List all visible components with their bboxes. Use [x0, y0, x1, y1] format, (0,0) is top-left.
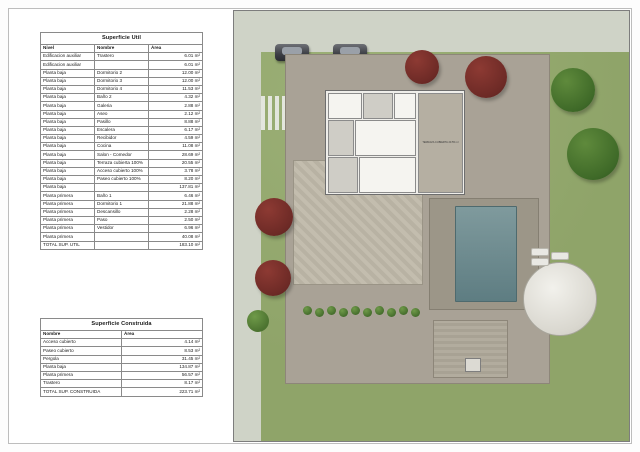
table-row — [41, 200, 203, 208]
table-row — [41, 192, 203, 200]
table-row — [41, 151, 203, 159]
cell-area: 4.14 m² — [122, 339, 203, 347]
cell-area: 8.17 m² — [122, 380, 203, 388]
cell-nombre: Acceso cubierto 100% — [95, 167, 149, 175]
cell-nivel: Planta baja — [41, 69, 95, 77]
cell-area: 223.71 m² — [122, 388, 203, 396]
room-bedroom-2 — [328, 120, 354, 156]
superficie-construida-title: Superficie Construida — [41, 319, 203, 331]
site-plan — [233, 10, 630, 442]
col-nivel: Nivel — [41, 45, 95, 53]
table-row — [41, 85, 203, 93]
cell-nombre: Trastero — [95, 53, 149, 61]
cell-area: 6.01 m² — [149, 53, 203, 61]
cell-nivel: Edificacion auxiliar — [41, 53, 95, 61]
cell-nivel: Edificacion auxiliar — [41, 61, 95, 69]
table-row — [41, 126, 203, 134]
cell-nivel: Planta baja — [41, 118, 95, 126]
cell-area: 6.96 m² — [149, 225, 203, 233]
shrub-1 — [247, 310, 269, 332]
table-row — [41, 61, 203, 69]
cell-nombre: Cocina — [95, 143, 149, 151]
col-nombre: Nombre — [95, 45, 149, 53]
cell-nivel: Planta baja — [41, 135, 95, 143]
room-bedroom-3 — [328, 157, 358, 193]
cell-nombre — [95, 241, 149, 249]
cell-nombre: Pergola — [41, 355, 122, 363]
superficie-construida-table — [40, 318, 203, 397]
table-row — [41, 208, 203, 216]
cell-nombre: Recibidor — [95, 135, 149, 143]
cell-nivel: Planta primera — [41, 200, 95, 208]
cell-area: 8.88 m² — [149, 118, 203, 126]
cell-nombre: Baño 2 — [95, 94, 149, 102]
storage-shed — [465, 358, 481, 372]
cell-area: 2.50 m² — [149, 216, 203, 224]
cell-area: 6.46 m² — [149, 192, 203, 200]
room-living — [355, 120, 416, 156]
cell-nombre: Terraza cubierta 100% — [95, 159, 149, 167]
tree-green-2 — [567, 128, 619, 180]
swimming-pool — [455, 206, 517, 302]
table-row — [41, 176, 203, 184]
cell-nivel: Planta baja — [41, 94, 95, 102]
cell-area: 137.81 m² — [149, 184, 203, 192]
table-title-row — [41, 33, 203, 45]
cell-nivel: Planta primera — [41, 216, 95, 224]
table-row — [41, 77, 203, 85]
room-hall — [394, 93, 416, 119]
cell-nombre: Trastero — [41, 380, 122, 388]
table-row — [41, 347, 203, 355]
cell-nivel: Planta baja — [41, 126, 95, 134]
table-row — [41, 143, 203, 151]
cell-area: 11.08 m² — [149, 143, 203, 151]
table-row — [41, 159, 203, 167]
cell-nivel: Planta primera — [41, 233, 95, 241]
table-row — [41, 355, 203, 363]
cell-nombre: Dormitorio 4 — [95, 85, 149, 93]
cell-nivel: Planta primera — [41, 192, 95, 200]
table-row — [41, 388, 203, 396]
cell-area: 2.88 m² — [149, 102, 203, 110]
room-bedroom-4 — [359, 157, 416, 193]
table-row — [41, 241, 203, 249]
table-row — [41, 225, 203, 233]
terrace-label: TERRAZA CUBIERTA 20.55 m² — [422, 140, 459, 144]
table-row — [41, 110, 203, 118]
garden-furniture — [531, 248, 571, 282]
cell-nivel: Planta baja — [41, 143, 95, 151]
cell-nombre: Escalera — [95, 126, 149, 134]
cell-area: 40.08 m² — [149, 233, 203, 241]
table-row — [41, 233, 203, 241]
cell-nombre: Pasillo — [95, 118, 149, 126]
cell-area: 4.32 m² — [149, 94, 203, 102]
cell-area: 28.69 m² — [149, 151, 203, 159]
table-row — [41, 339, 203, 347]
cell-area: 134.87 m² — [122, 363, 203, 371]
cell-area: 8.53 m² — [122, 347, 203, 355]
table-row — [41, 53, 203, 61]
room-bath-1 — [328, 93, 362, 119]
table-row — [41, 135, 203, 143]
superficie-util-table — [40, 32, 203, 250]
table2-title-row — [41, 319, 203, 331]
tree-red-4 — [255, 260, 291, 296]
col2-nombre: Nombre — [41, 331, 122, 339]
col2-area: Área — [122, 331, 203, 339]
tree-green-1 — [551, 68, 595, 112]
tree-red-3 — [255, 198, 293, 236]
cell-nombre: Dormitorio 3 — [95, 77, 149, 85]
cell-nivel: TOTAL SUP. UTIL — [41, 241, 95, 249]
cell-area: 4.59 m² — [149, 135, 203, 143]
cell-nivel: Planta primera — [41, 208, 95, 216]
cell-nivel: Planta baja — [41, 151, 95, 159]
col-area: Área — [149, 45, 203, 53]
cell-nombre — [95, 233, 149, 241]
cell-area: 56.57 m² — [122, 371, 203, 379]
table-header-row — [41, 45, 203, 53]
tree-red-1 — [405, 50, 439, 84]
cell-nombre: Dormitorio 1 — [95, 200, 149, 208]
room-terrace-covered — [418, 93, 463, 193]
table-row — [41, 102, 203, 110]
cell-nivel: Planta baja — [41, 110, 95, 118]
cell-nivel: Planta baja — [41, 159, 95, 167]
cell-nombre — [95, 61, 149, 69]
cell-nombre: Paseo cubierto — [41, 347, 122, 355]
cell-area: 12.00 m² — [149, 77, 203, 85]
table-row — [41, 371, 203, 379]
table-row — [41, 118, 203, 126]
cell-area: 20.55 m² — [149, 159, 203, 167]
table-row — [41, 69, 203, 77]
cell-area: 183.10 m² — [149, 241, 203, 249]
cell-nombre — [95, 184, 149, 192]
cell-nombre: Baño 1 — [95, 192, 149, 200]
table-row — [41, 184, 203, 192]
cell-nombre: Planta primera — [41, 371, 122, 379]
cell-area: 11.53 m² — [149, 85, 203, 93]
cell-area: 6.17 m² — [149, 126, 203, 134]
table2-header-row — [41, 331, 203, 339]
tree-red-2 — [465, 56, 507, 98]
cell-area: 31.45 m² — [122, 355, 203, 363]
table-row — [41, 363, 203, 371]
cell-nombre: Salon - Comedor — [95, 151, 149, 159]
cell-nivel: Planta baja — [41, 77, 95, 85]
superficie-util-body — [41, 53, 203, 250]
cell-nombre: TOTAL SUP. CONSTRUIDA — [41, 388, 122, 396]
cell-nivel: Planta baja — [41, 102, 95, 110]
table-row — [41, 216, 203, 224]
table-row — [41, 380, 203, 388]
cell-nombre: Vestidor — [95, 225, 149, 233]
cell-area: 12.00 m² — [149, 69, 203, 77]
cell-area: 6.01 m² — [149, 61, 203, 69]
cell-area: 8.20 m² — [149, 176, 203, 184]
cell-area: 2.28 m² — [149, 208, 203, 216]
cell-nombre: Acceso cubierto — [41, 339, 122, 347]
cell-nivel: Planta baja — [41, 85, 95, 93]
cell-nivel: Planta baja — [41, 184, 95, 192]
cell-nombre: Galeria — [95, 102, 149, 110]
house-footprint — [325, 90, 465, 195]
table-row — [41, 167, 203, 175]
cell-nombre: Aseo — [95, 110, 149, 118]
cell-nivel: Planta baja — [41, 167, 95, 175]
room-kitchen — [363, 93, 393, 119]
cell-nivel: Planta primera — [41, 225, 95, 233]
table-row — [41, 94, 203, 102]
superficie-construida-body — [41, 339, 203, 396]
cell-area: 3.78 m² — [149, 167, 203, 175]
cell-nombre: Descansillo — [95, 208, 149, 216]
cell-nombre: Paso — [95, 216, 149, 224]
cell-area: 2.12 m² — [149, 110, 203, 118]
cell-nombre: Paseo cubierto 100% — [95, 176, 149, 184]
cell-nombre: Dormitorio 2 — [95, 69, 149, 77]
superficie-util-title: Superficie Util — [41, 33, 203, 45]
cell-area: 21.88 m² — [149, 200, 203, 208]
cell-nivel: Planta baja — [41, 176, 95, 184]
cell-nombre: Planta baja — [41, 363, 122, 371]
